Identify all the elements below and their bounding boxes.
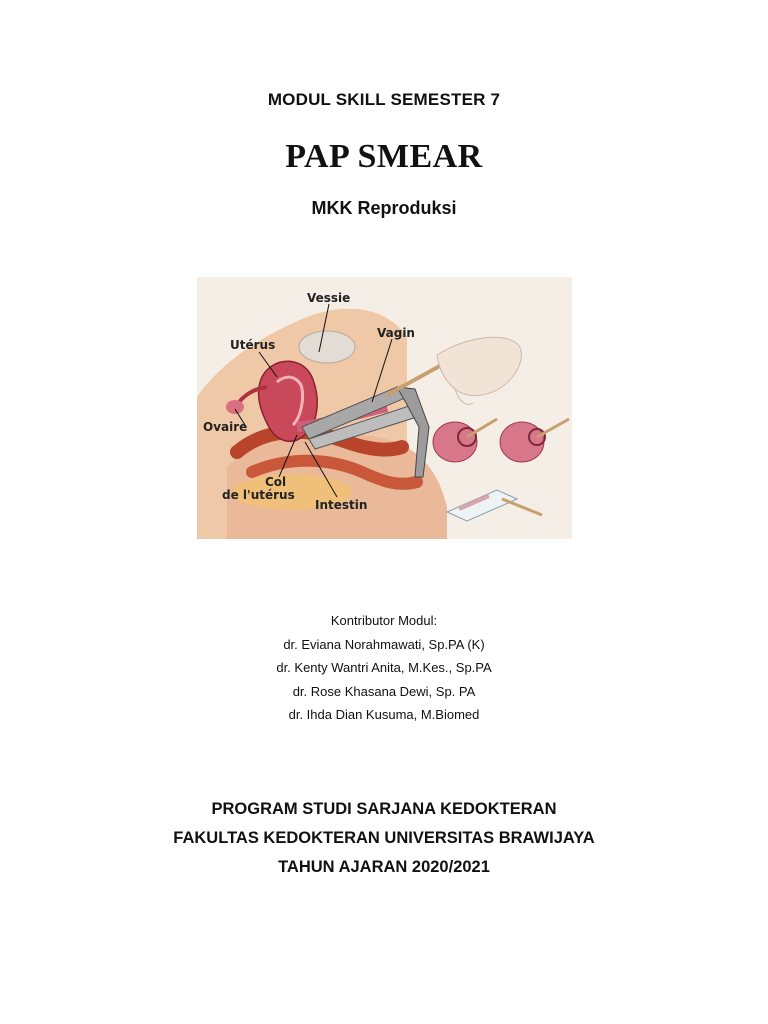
- module-label: MODUL SKILL SEMESTER 7: [267, 90, 501, 109]
- contributors-heading: Kontributor Modul:: [330, 613, 438, 628]
- label-uterus: Utérus: [230, 338, 276, 352]
- label-intestin: Intestin: [315, 498, 368, 512]
- label-col-line1: Col: [265, 475, 287, 489]
- contributor-name: dr. Rose Khasana Dewi, Sp. PA: [292, 683, 476, 699]
- label-vessie: Vessie: [307, 291, 351, 305]
- document-title: PAP SMEAR: [285, 138, 483, 175]
- contributor-name: dr. Ihda Dian Kusuma, M.Biomed: [288, 707, 480, 722]
- label-ovaire: Ovaire: [203, 420, 248, 434]
- academic-year: TAHUN AJARAN 2020/2021: [278, 858, 490, 876]
- institution-block: [0, 795, 768, 882]
- label-col-line2: de l'utérus: [222, 488, 295, 502]
- document-subtitle: MKK Reproduksi: [311, 198, 457, 218]
- contributor-name: dr. Eviana Norahmawati, Sp.PA (K): [283, 636, 485, 652]
- contributors-block: [0, 609, 768, 727]
- label-vagin: Vagin: [377, 326, 415, 340]
- program-name: PROGRAM STUDI SARJANA KEDOKTERAN: [211, 800, 557, 818]
- anatomy-illustration: [197, 277, 572, 539]
- contributor-name: dr. Kenty Wantri Anita, M.Kes., Sp.PA: [276, 660, 492, 675]
- faculty-name: FAKULTAS KEDOKTERAN UNIVERSITAS BRAWIJAYA: [173, 829, 595, 847]
